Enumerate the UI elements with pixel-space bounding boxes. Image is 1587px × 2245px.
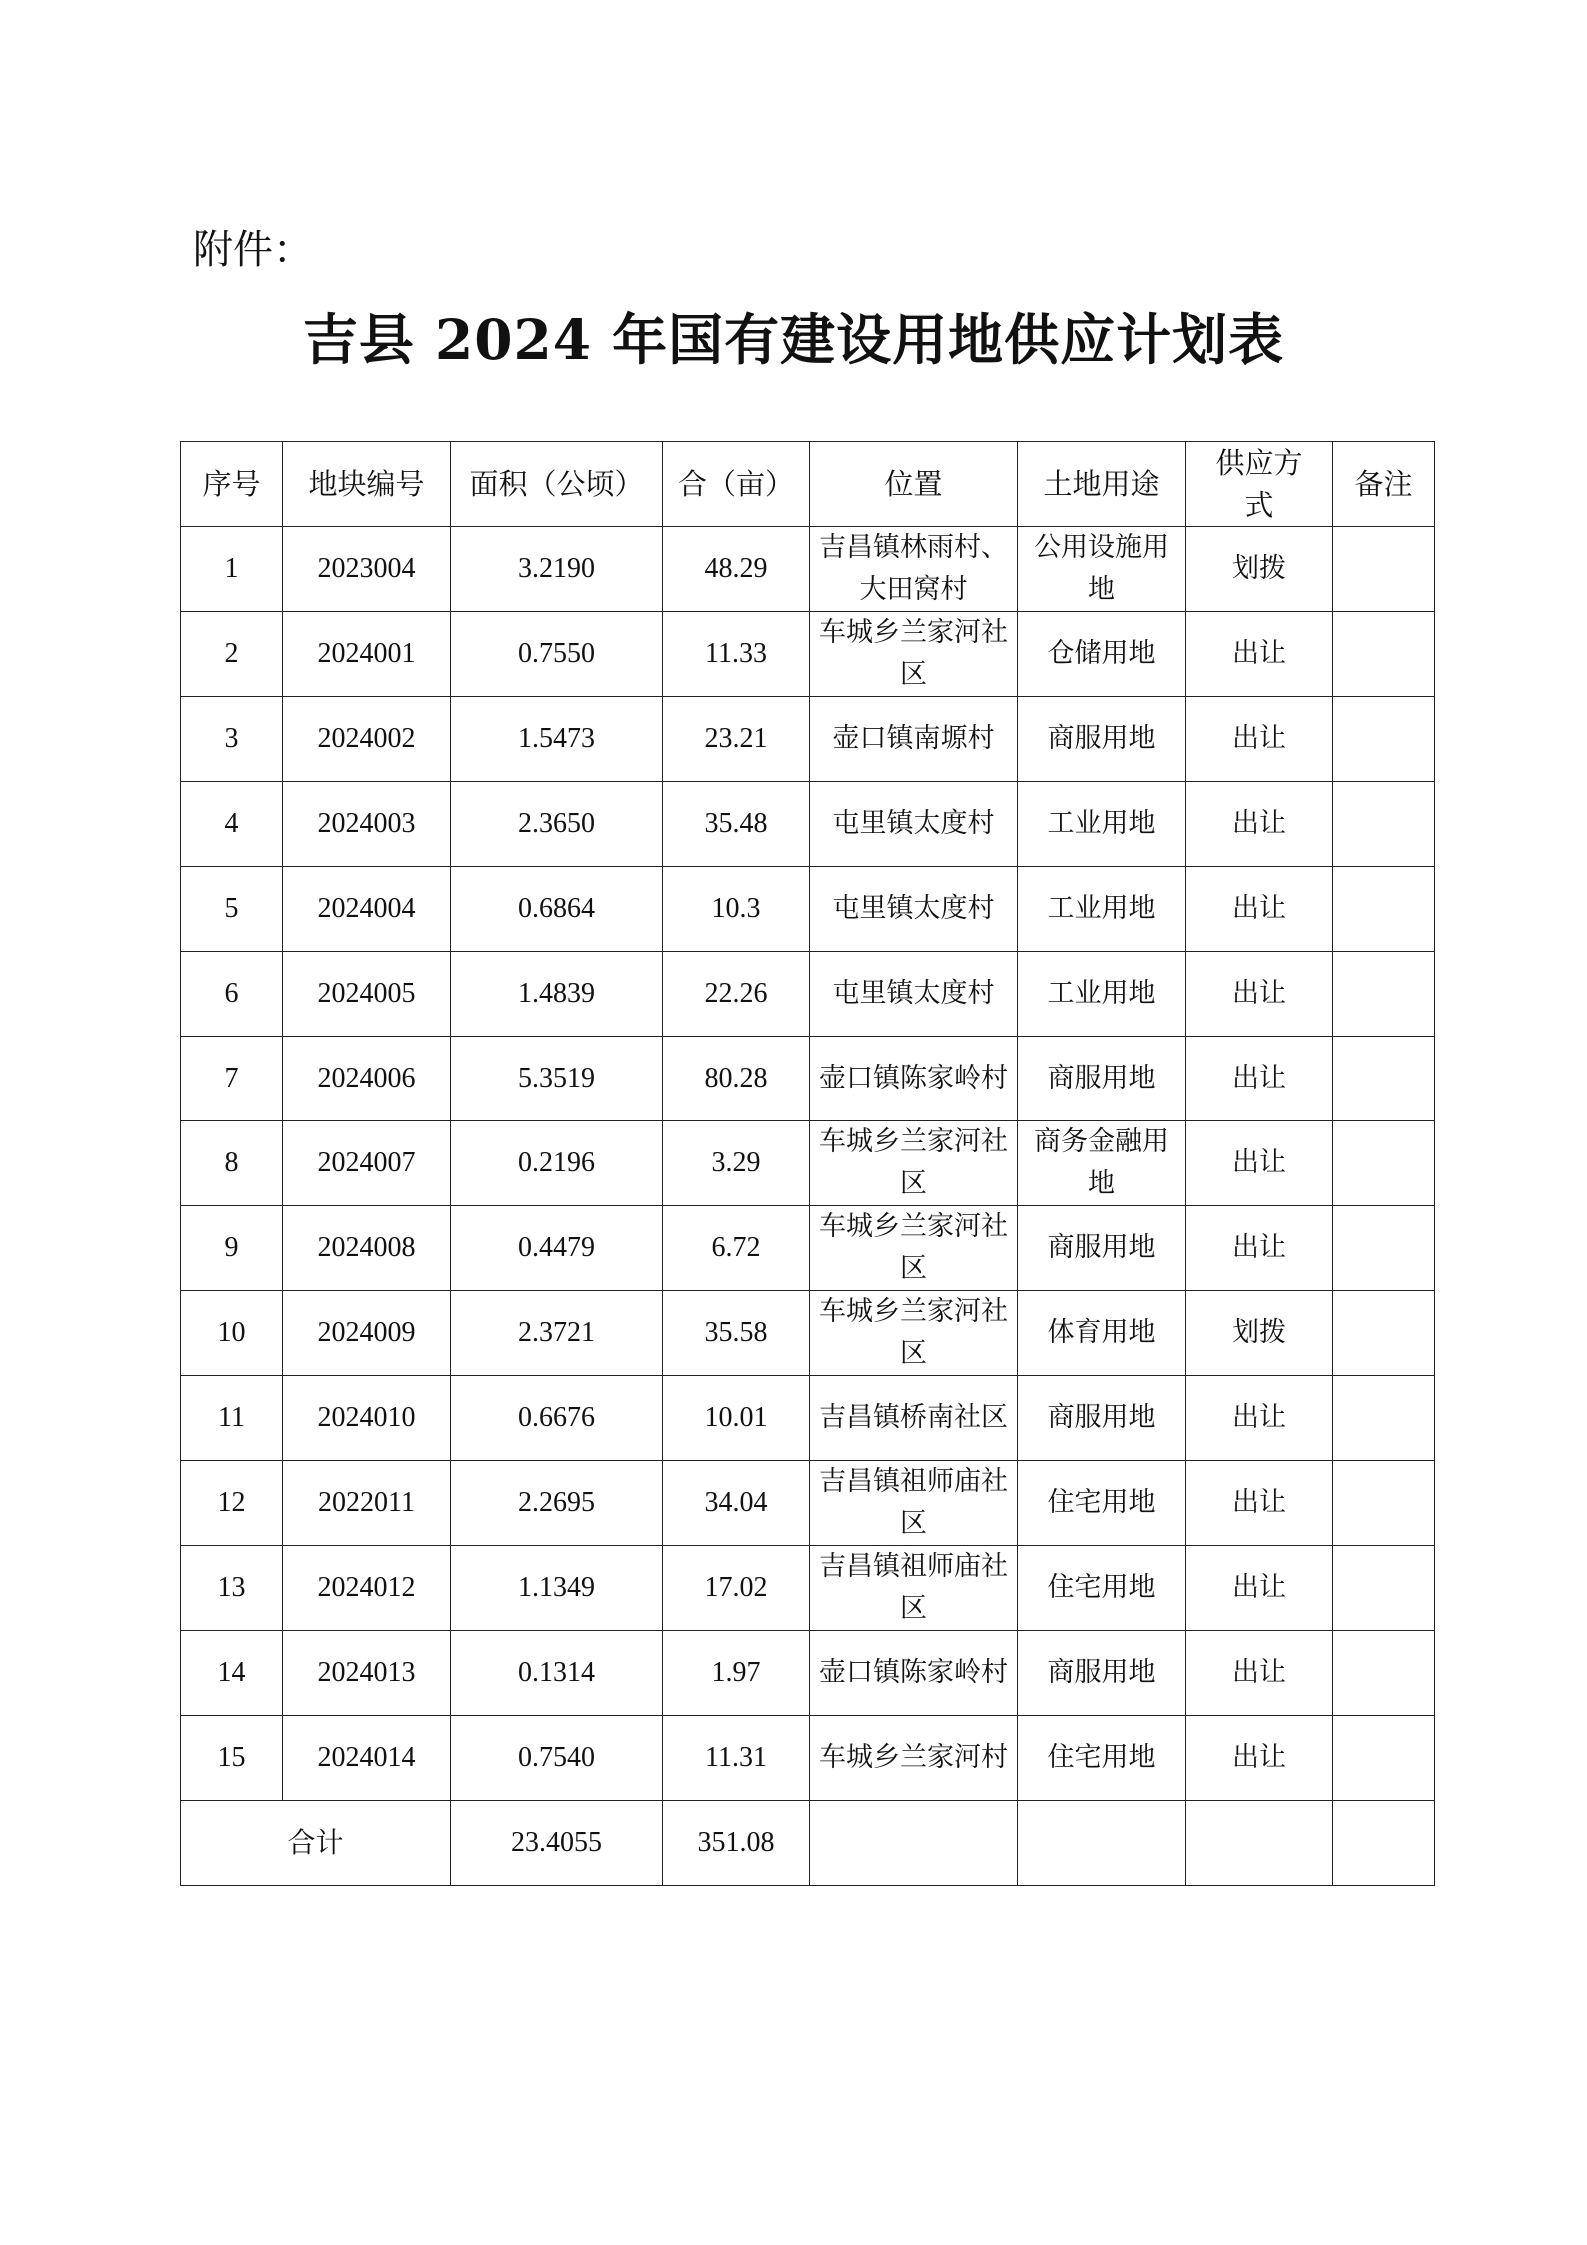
table-row — [181, 1036, 1435, 1121]
cell-area-mu: 1.97 — [663, 1631, 810, 1716]
table-row — [181, 527, 1435, 612]
cell-location: 屯里镇太度村 — [810, 951, 1018, 1036]
cell-note — [1333, 612, 1435, 697]
cell-note — [1333, 697, 1435, 782]
cell-location: 车城乡兰家河社区 — [810, 612, 1018, 697]
cell-parcel-code: 2022011 — [283, 1461, 451, 1546]
cell-land-use: 商务金融用地 — [1018, 1121, 1186, 1206]
header-parcel-code: 地块编号 — [283, 442, 451, 527]
header-land-use: 土地用途 — [1018, 442, 1186, 527]
cell-supply-method: 出让 — [1186, 1036, 1333, 1121]
cell-supply-method: 出让 — [1186, 1546, 1333, 1631]
cell-parcel-code: 2024008 — [283, 1206, 451, 1291]
cell-no: 7 — [181, 1036, 283, 1121]
page-title: 吉县 2024 年国有建设用地供应计划表 — [302, 307, 1285, 372]
table-row — [181, 951, 1435, 1036]
cell-parcel-code: 2024009 — [283, 1291, 451, 1376]
cell-parcel-code: 2024002 — [283, 697, 451, 782]
cell-note — [1333, 1036, 1435, 1121]
cell-note — [1333, 1206, 1435, 1291]
cell-supply-method: 出让 — [1186, 866, 1333, 951]
table-row — [181, 1631, 1435, 1716]
header-note: 备注 — [1333, 442, 1435, 527]
cell-area-hectare: 0.6864 — [451, 866, 663, 951]
cell-location: 车城乡兰家河社区 — [810, 1291, 1018, 1376]
cell-location: 车城乡兰家河社区 — [810, 1206, 1018, 1291]
cell-supply-method: 出让 — [1186, 1716, 1333, 1801]
cell-area-hectare: 1.1349 — [451, 1546, 663, 1631]
table-row — [181, 866, 1435, 951]
cell-location: 屯里镇太度村 — [810, 866, 1018, 951]
cell-land-use: 体育用地 — [1018, 1291, 1186, 1376]
cell-area-hectare: 2.3650 — [451, 781, 663, 866]
cell-land-use: 公用设施用地 — [1018, 527, 1186, 612]
header-no: 序号 — [181, 442, 283, 527]
cell-supply-method: 出让 — [1186, 1631, 1333, 1716]
cell-land-use: 住宅用地 — [1018, 1716, 1186, 1801]
header-location: 位置 — [810, 442, 1018, 527]
cell-area-mu: 11.31 — [663, 1716, 810, 1801]
cell-land-use: 仓储用地 — [1018, 612, 1186, 697]
cell-supply-method: 出让 — [1186, 951, 1333, 1036]
cell-location: 吉昌镇祖师庙社区 — [810, 1546, 1018, 1631]
cell-area-hectare: 0.1314 — [451, 1631, 663, 1716]
cell-no: 6 — [181, 951, 283, 1036]
cell-area-mu: 80.28 — [663, 1036, 810, 1121]
cell-parcel-code: 2024004 — [283, 866, 451, 951]
cell-area-hectare: 3.2190 — [451, 527, 663, 612]
cell-parcel-code: 2024003 — [283, 781, 451, 866]
table-row — [181, 612, 1435, 697]
header-supply-method: 供应方式 — [1186, 442, 1333, 527]
total-area-mu: 351.08 — [663, 1801, 810, 1886]
total-label: 合计 — [181, 1801, 451, 1886]
cell-supply-method: 出让 — [1186, 1461, 1333, 1546]
total-location — [810, 1801, 1018, 1886]
cell-note — [1333, 951, 1435, 1036]
cell-note — [1333, 527, 1435, 612]
cell-no: 4 — [181, 781, 283, 866]
cell-area-hectare: 0.7540 — [451, 1716, 663, 1801]
cell-no: 12 — [181, 1461, 283, 1546]
cell-parcel-code: 2024005 — [283, 951, 451, 1036]
cell-area-mu: 34.04 — [663, 1461, 810, 1546]
cell-parcel-code: 2024001 — [283, 612, 451, 697]
cell-no: 2 — [181, 612, 283, 697]
cell-note — [1333, 1631, 1435, 1716]
cell-note — [1333, 781, 1435, 866]
table-row — [181, 1206, 1435, 1291]
cell-location: 屯里镇太度村 — [810, 781, 1018, 866]
total-row — [181, 1801, 1435, 1886]
table-row — [181, 1121, 1435, 1206]
cell-land-use: 商服用地 — [1018, 1036, 1186, 1121]
cell-land-use: 商服用地 — [1018, 1206, 1186, 1291]
cell-area-mu: 3.29 — [663, 1121, 810, 1206]
cell-area-mu: 48.29 — [663, 527, 810, 612]
cell-parcel-code: 2024014 — [283, 1716, 451, 1801]
cell-parcel-code: 2024010 — [283, 1376, 451, 1461]
cell-area-mu: 22.26 — [663, 951, 810, 1036]
header-area-mu: 合（亩） — [663, 442, 810, 527]
cell-supply-method: 划拨 — [1186, 527, 1333, 612]
cell-location: 车城乡兰家河村 — [810, 1716, 1018, 1801]
cell-parcel-code: 2024013 — [283, 1631, 451, 1716]
cell-location: 吉昌镇桥南社区 — [810, 1376, 1018, 1461]
table-body — [181, 527, 1435, 1801]
table-row — [181, 1291, 1435, 1376]
cell-supply-method: 出让 — [1186, 781, 1333, 866]
cell-land-use: 工业用地 — [1018, 951, 1186, 1036]
cell-note — [1333, 1461, 1435, 1546]
cell-land-use: 住宅用地 — [1018, 1546, 1186, 1631]
cell-area-hectare: 0.4479 — [451, 1206, 663, 1291]
cell-area-mu: 17.02 — [663, 1546, 810, 1631]
total-note — [1333, 1801, 1435, 1886]
cell-note — [1333, 1716, 1435, 1801]
table-row — [181, 1546, 1435, 1631]
cell-no: 13 — [181, 1546, 283, 1631]
cell-area-hectare: 0.2196 — [451, 1121, 663, 1206]
cell-parcel-code: 2024012 — [283, 1546, 451, 1631]
cell-area-hectare: 0.6676 — [451, 1376, 663, 1461]
cell-no: 5 — [181, 866, 283, 951]
cell-note — [1333, 1291, 1435, 1376]
cell-supply-method: 出让 — [1186, 697, 1333, 782]
cell-land-use: 商服用地 — [1018, 697, 1186, 782]
total-supply-method — [1186, 1801, 1333, 1886]
cell-no: 10 — [181, 1291, 283, 1376]
cell-location: 壶口镇南塬村 — [810, 697, 1018, 782]
table-row — [181, 1716, 1435, 1801]
cell-location: 壶口镇陈家岭村 — [810, 1036, 1018, 1121]
cell-area-mu: 11.33 — [663, 612, 810, 697]
cell-area-hectare: 1.5473 — [451, 697, 663, 782]
cell-location: 车城乡兰家河社区 — [810, 1121, 1018, 1206]
cell-land-use: 商服用地 — [1018, 1376, 1186, 1461]
total-land-use — [1018, 1801, 1186, 1886]
cell-parcel-code: 2024006 — [283, 1036, 451, 1121]
cell-area-hectare: 1.4839 — [451, 951, 663, 1036]
cell-supply-method: 出让 — [1186, 612, 1333, 697]
cell-area-hectare: 0.7550 — [451, 612, 663, 697]
cell-land-use: 工业用地 — [1018, 866, 1186, 951]
land-supply-plan-table — [180, 441, 1435, 1886]
cell-area-mu: 35.48 — [663, 781, 810, 866]
table-header-row — [181, 442, 1435, 527]
cell-location: 吉昌镇林雨村、大田窝村 — [810, 527, 1018, 612]
header-area-hectare: 面积（公顷） — [451, 442, 663, 527]
cell-area-mu: 10.3 — [663, 866, 810, 951]
cell-note — [1333, 866, 1435, 951]
cell-supply-method: 出让 — [1186, 1206, 1333, 1291]
table-row — [181, 781, 1435, 866]
total-area-hectare: 23.4055 — [451, 1801, 663, 1886]
cell-area-mu: 35.58 — [663, 1291, 810, 1376]
cell-area-hectare: 5.3519 — [451, 1036, 663, 1121]
cell-no: 11 — [181, 1376, 283, 1461]
cell-land-use: 工业用地 — [1018, 781, 1186, 866]
cell-area-hectare: 2.3721 — [451, 1291, 663, 1376]
cell-area-mu: 10.01 — [663, 1376, 810, 1461]
cell-supply-method: 出让 — [1186, 1121, 1333, 1206]
cell-location: 壶口镇陈家岭村 — [810, 1631, 1018, 1716]
cell-area-mu: 23.21 — [663, 697, 810, 782]
cell-parcel-code: 2023004 — [283, 527, 451, 612]
table-row — [181, 697, 1435, 782]
table-row — [181, 1376, 1435, 1461]
cell-no: 9 — [181, 1206, 283, 1291]
cell-location: 吉昌镇祖师庙社区 — [810, 1461, 1018, 1546]
cell-no: 15 — [181, 1716, 283, 1801]
cell-no: 3 — [181, 697, 283, 782]
cell-area-hectare: 2.2695 — [451, 1461, 663, 1546]
cell-land-use: 住宅用地 — [1018, 1461, 1186, 1546]
cell-note — [1333, 1376, 1435, 1461]
cell-parcel-code: 2024007 — [283, 1121, 451, 1206]
cell-land-use: 商服用地 — [1018, 1631, 1186, 1716]
table-row — [181, 1461, 1435, 1546]
cell-no: 1 — [181, 527, 283, 612]
cell-note — [1333, 1546, 1435, 1631]
cell-area-mu: 6.72 — [663, 1206, 810, 1291]
cell-no: 8 — [181, 1121, 283, 1206]
attachment-label: 附件： — [193, 227, 313, 273]
cell-supply-method: 出让 — [1186, 1376, 1333, 1461]
cell-note — [1333, 1121, 1435, 1206]
cell-no: 14 — [181, 1631, 283, 1716]
cell-supply-method: 划拨 — [1186, 1291, 1333, 1376]
